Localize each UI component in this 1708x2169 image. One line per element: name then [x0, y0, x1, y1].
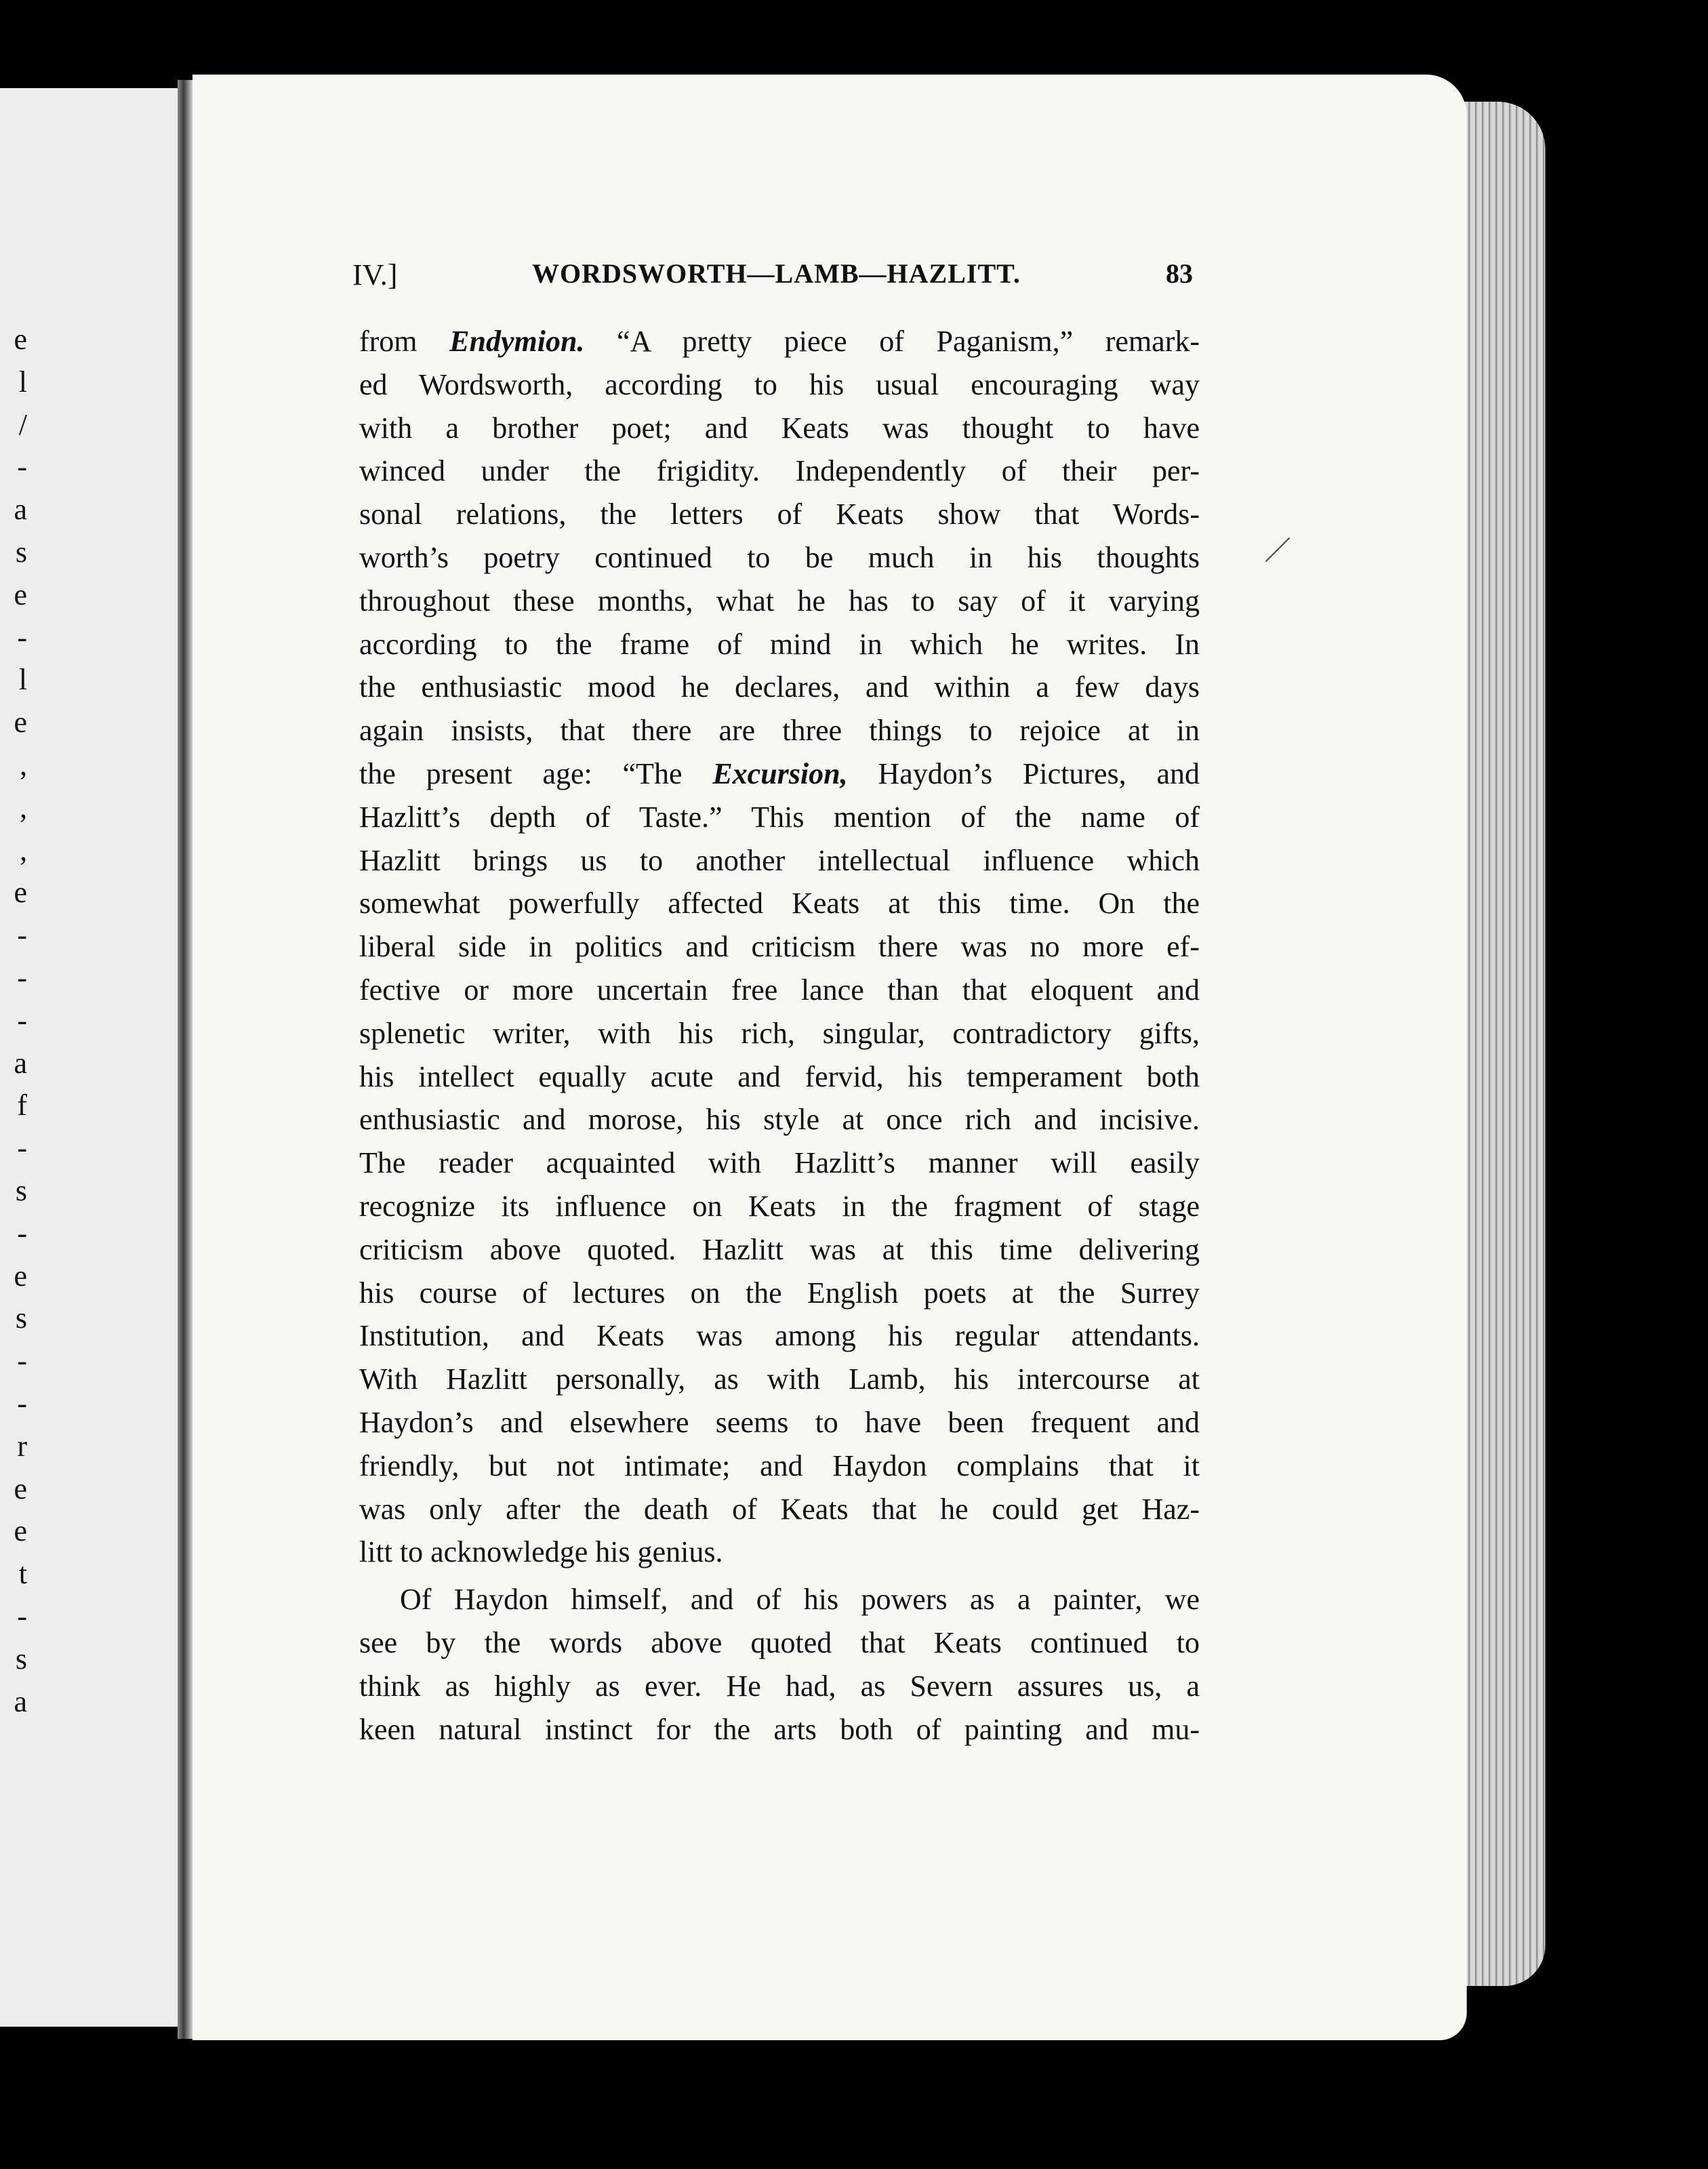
- margin-mark: s: [15, 535, 27, 569]
- text-line: [359, 925, 1200, 969]
- text-run: litt to acknowledge his genius.: [359, 1535, 723, 1569]
- text-run: “A pretty piece of Paganism,” remark-: [584, 325, 1200, 358]
- text-line: [359, 1488, 1200, 1531]
- margin-mark: t: [18, 1557, 27, 1591]
- margin-mark: -: [17, 1386, 27, 1420]
- text-run: with a brother poet; and Keats was thought to have: [359, 411, 1200, 445]
- text-run: see by the words above quoted that Keats continued to: [359, 1625, 1200, 1659]
- margin-mark: ,: [20, 790, 27, 824]
- margin-mark: ,: [20, 833, 27, 867]
- text-run: the present age: “The: [359, 756, 713, 790]
- italic-title: Excursion,: [712, 756, 848, 790]
- margin-mark: s: [15, 1642, 27, 1676]
- text-line: [359, 1228, 1200, 1272]
- book-gutter: [178, 80, 192, 2039]
- margin-mark: a: [14, 1046, 27, 1080]
- margin-mark: s: [15, 1301, 27, 1335]
- margin-mark: a: [14, 1684, 27, 1718]
- text-line: [359, 969, 1200, 1012]
- text-line: [359, 363, 1200, 407]
- text-run: Institution, and Keats was among his regular attendants.: [359, 1319, 1200, 1353]
- text-line: [359, 1141, 1200, 1185]
- margin-mark: l: [18, 663, 27, 697]
- margin-mark: l: [18, 365, 27, 399]
- margin-mark: f: [17, 1089, 27, 1122]
- margin-mark: r: [17, 1429, 27, 1463]
- text-line: [359, 752, 1200, 796]
- facing-page-margin-marks: [0, 319, 27, 1723]
- margin-mark: /: [18, 407, 27, 441]
- text-line: [359, 1444, 1200, 1488]
- margin-mark: -: [17, 1003, 27, 1037]
- text-line: [359, 580, 1200, 623]
- margin-mark: e: [14, 706, 27, 739]
- text-run: Of Haydon himself, and of his powers as a painter, we: [400, 1583, 1200, 1617]
- text-run: his intellect equally acute and fervid, his temperament both: [359, 1059, 1200, 1093]
- margin-mark: -: [17, 620, 27, 654]
- text-run: keen natural instinct for the arts both of painting and mu-: [359, 1712, 1200, 1746]
- text-line: [359, 1012, 1200, 1055]
- text-line: [359, 796, 1200, 839]
- text-run: splenetic writer, with his rich, singular, contradictory gifts,: [359, 1016, 1200, 1050]
- text-run: fective or more uncertain free lance than that eloquent and: [359, 973, 1200, 1007]
- italic-title: Endymion.: [449, 325, 585, 358]
- text-line: [359, 623, 1200, 666]
- text-run: Hazlitt brings us to another intellectual influence which: [359, 843, 1200, 877]
- text-line: [359, 1314, 1200, 1358]
- running-title: WORDSWORTH—LAMB—HAZLITT.: [532, 258, 1021, 289]
- text-line: [359, 839, 1200, 883]
- margin-mark: -: [17, 1599, 27, 1633]
- text-line: [359, 1055, 1200, 1099]
- text-run: enthusiastic and morose, his style at once rich and incisive.: [359, 1103, 1200, 1137]
- text-line: [359, 1665, 1200, 1708]
- text-run: liberal side in politics and criticism there was no more ef-: [359, 930, 1200, 964]
- text-line: [359, 320, 1200, 363]
- text-line: [359, 493, 1200, 536]
- text-line: [359, 882, 1200, 925]
- margin-mark: e: [14, 577, 27, 611]
- text-run: his course of lectures on the English poets at the Surrey: [359, 1276, 1200, 1310]
- text-run: throughout these months, what he has to say of it varying: [359, 584, 1200, 617]
- text-run: recognize its influence on Keats in the fragment of stage: [359, 1189, 1200, 1223]
- margin-mark: s: [15, 1173, 27, 1207]
- margin-mark: -: [17, 960, 27, 994]
- text-run: was only after the death of Keats that he could get Haz-: [359, 1492, 1200, 1526]
- text-run: criticism above quoted. Hazlitt was at this time delivering: [359, 1232, 1200, 1266]
- running-header: [352, 258, 1193, 298]
- body-text: [359, 320, 1200, 1751]
- text-run: somewhat powerfully affected Keats at this time. On the: [359, 887, 1200, 920]
- margin-mark: -: [17, 918, 27, 952]
- margin-mark: e: [14, 323, 27, 356]
- text-line: [359, 1531, 1200, 1574]
- chapter-number: IV.]: [352, 258, 398, 291]
- margin-mark: a: [14, 493, 27, 527]
- text-line: [359, 1401, 1200, 1444]
- text-run: winced under the frigidity. Independently of their per-: [359, 454, 1200, 488]
- text-line: [359, 1185, 1200, 1228]
- text-run: friendly, but not intimate; and Haydon complains that it: [359, 1448, 1200, 1482]
- text-run: worth’s poetry continued to be much in his thoughts: [359, 540, 1200, 574]
- page-number: 83: [1166, 258, 1193, 289]
- text-run: ed Wordsworth, according to his usual encouraging way: [359, 367, 1200, 401]
- text-run: The reader acquainted with Hazlitt’s manner will easily: [359, 1146, 1200, 1180]
- text-run: Hazlitt’s depth of Taste.” This mention of the name of: [359, 800, 1200, 834]
- text-run: from: [359, 325, 450, 358]
- text-run: think as highly as ever. He had, as Severn assures us, a: [359, 1669, 1200, 1703]
- text-line: [359, 1098, 1200, 1141]
- margin-mark: -: [17, 1131, 27, 1165]
- margin-mark: e: [14, 1514, 27, 1548]
- text-line: [359, 709, 1200, 752]
- text-run: the enthusiastic mood he declares, and within a few days: [359, 670, 1200, 704]
- margin-mark: e: [14, 1472, 27, 1505]
- text-run: With Hazlitt personally, as with Lamb, his intercourse at: [359, 1362, 1200, 1396]
- text-line: [359, 449, 1200, 493]
- text-run: Haydon’s and elsewhere seems to have been frequent and: [359, 1405, 1200, 1439]
- text-run: sonal relations, the letters of Keats show that Words-: [359, 498, 1200, 531]
- margin-mark: e: [14, 876, 27, 910]
- text-run: according to the frame of mind in which he writes. In: [359, 627, 1200, 661]
- text-line: [359, 536, 1200, 580]
- text-line: [359, 666, 1200, 709]
- margin-mark: ,: [20, 748, 27, 782]
- margin-mark: e: [14, 1259, 27, 1293]
- text-run: again insists, that there are three things to rejoice at in: [359, 714, 1200, 748]
- margin-mark: -: [17, 1216, 27, 1250]
- text-line: [359, 1272, 1200, 1315]
- text-line: [359, 1708, 1200, 1751]
- text-line: [359, 1621, 1200, 1665]
- text-line: [359, 1578, 1200, 1621]
- margin-mark: -: [17, 1344, 27, 1378]
- margin-mark: -: [17, 450, 27, 484]
- text-run: Haydon’s Pictures, and: [847, 756, 1200, 790]
- text-line: [359, 407, 1200, 450]
- text-line: [359, 1358, 1200, 1401]
